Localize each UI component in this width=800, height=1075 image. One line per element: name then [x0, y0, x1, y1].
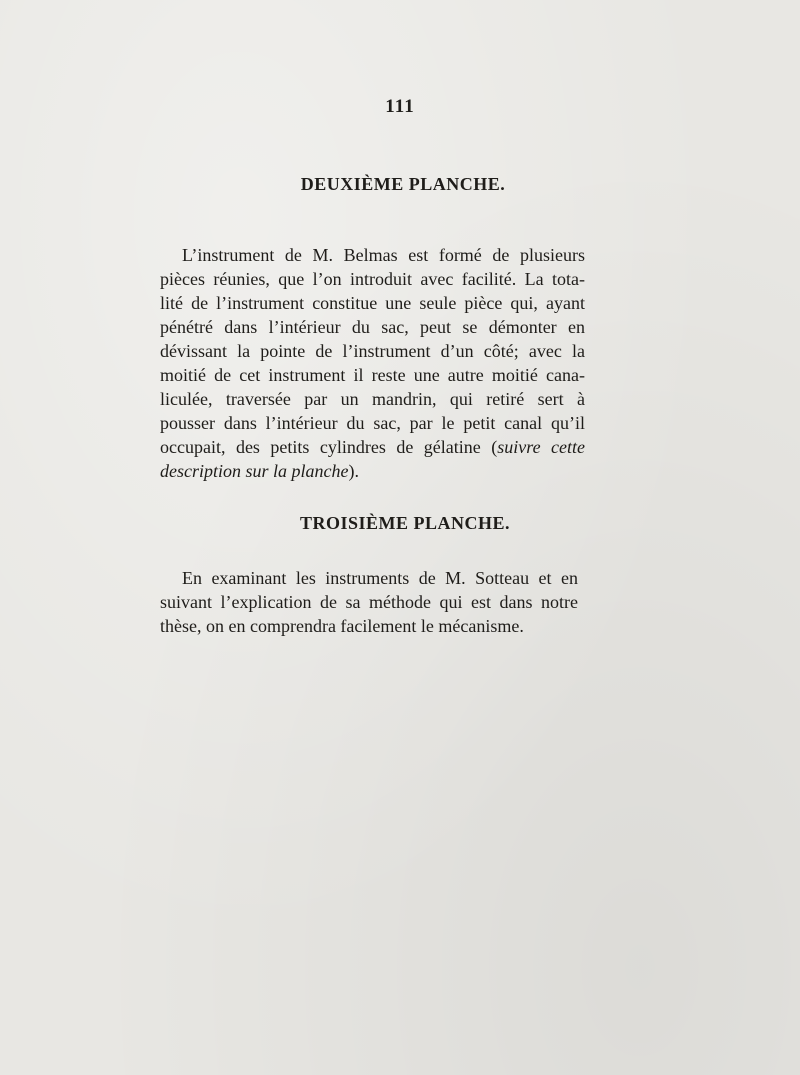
- paragraph-troisieme-planche: [160, 566, 578, 638]
- text-line: thèse, on en comprendra facilement le mécanisme.: [160, 616, 524, 636]
- text-segment: occupait, des petits cylindres de gélatine (: [160, 437, 498, 457]
- text-line: [160, 459, 585, 483]
- text-line: L’instrument de M. Belmas est formé de plusieurs: [182, 245, 585, 265]
- text-line: En examinant les instruments de M. Sotteau et en: [182, 568, 578, 588]
- section-heading-deuxieme-planche: DEUXIÈME PLANCHE.: [300, 174, 506, 194]
- text-line: moitié de cet instrument il reste une autre moitié cana-: [160, 365, 585, 385]
- text-line: dévissant la pointe de l’instrument d’un côté; avec la: [160, 341, 585, 361]
- paragraph-deuxieme-planche: [160, 243, 585, 483]
- page-number: 111: [385, 96, 415, 117]
- text-line: pousser dans l’intérieur du sac, par le petit canal qu’il: [160, 413, 585, 433]
- text-line: liculée, traversée par un mandrin, qui retiré sert à: [160, 389, 585, 409]
- italic-segment: suivre cette: [497, 437, 585, 457]
- section-heading-troisieme-planche: TROISIÈME PLANCHE.: [299, 513, 511, 533]
- text-line: pénétré dans l’intérieur du sac, peut se démonter en: [160, 317, 585, 337]
- text-line: pièces réunies, que l’on introduit avec facilité. La tota-: [160, 269, 585, 289]
- text-line: [160, 435, 585, 459]
- text-segment: ).: [348, 461, 359, 481]
- text-line: suivant l’explication de sa méthode qui est dans notre: [160, 592, 578, 612]
- text-line: lité de l’instrument constitue une seule pièce qui, ayant: [160, 293, 585, 313]
- italic-segment: description sur la planche: [160, 461, 349, 481]
